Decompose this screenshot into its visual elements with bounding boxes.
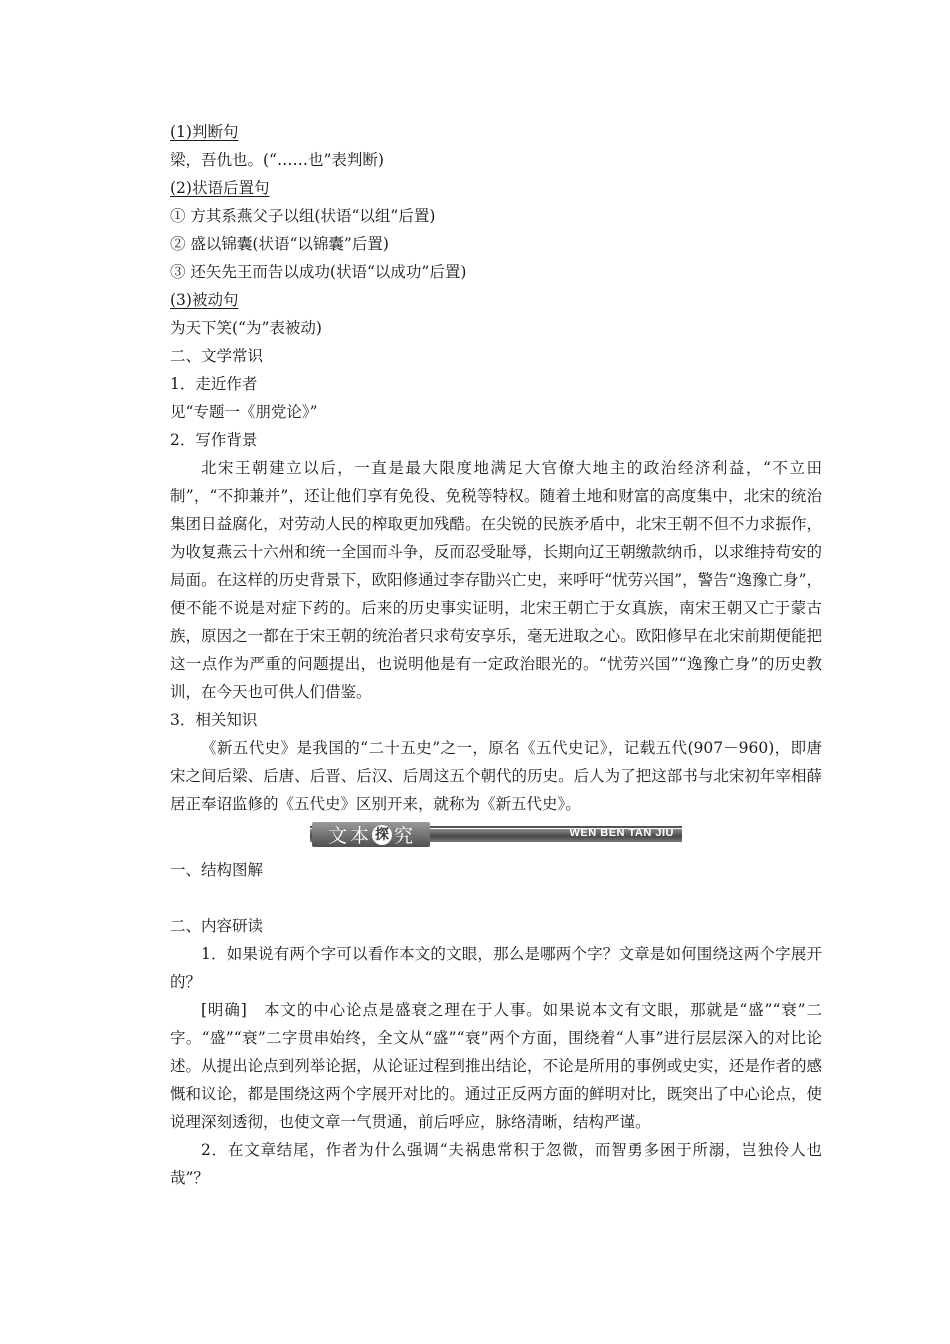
question-1: 1．如果说有两个字可以看作本文的文眼，那么是哪两个字？文章是如何围绕这两个字展开的？: [170, 945, 822, 991]
banner-title-box: [312, 822, 430, 847]
structure-diagram-space: [170, 884, 822, 912]
background-paragraph: 北宋王朝建立以后，一直是最大限度地满足大官僚大地主的政治经济利益，“不立田制”，“不抑兼并”，还让他们享有免役、免税等特权。随着土地和财富的高度集中，北宋的统治集团日益腐化，对劳动人民的榨取更加残酷。在尖锐的民族矛盾中，北宋王朝不但不力求振作，为收复燕云十六州和统一全国而斗争，反而忍受耻辱，长期向辽王朝缴款纳币，以求维持苟安的局面。在这样的历史背景下，欧阳修通过李存勖兴亡史，来呼吁“忧劳兴国”，警告“逸豫亡身”，便不能不说是对症下药的。后来的历史事实证明，北宋王朝亡于女真族，南宋王朝又亡于蒙古族，原因之一都在于宋王朝的统治者只求苟安享乐，毫无进取之心。欧阳修早在北宋前期便能把这一点作为严重的问题提出，也说明他是有一定政治眼光的。“忧劳兴国”“逸豫亡身”的历史教训，在今天也可供人们借鉴。: [170, 459, 822, 701]
question-2: 2．在文章结尾，作者为什么强调“夫祸患常积于忽微，而智勇多困于所溺，岂独伶人也哉”？: [170, 1141, 822, 1187]
grammar-example: ③ 还矢先王而告以成功(状语“以成功”后置): [170, 263, 467, 281]
grammar-heading-judgment: (1)判断句: [170, 123, 239, 141]
answer-1: [明确] 本文的中心论点是盛衰之理在于人事。如果说本文有文眼，那就是“盛”“衰”二字。“盛”“衰”二字贯串始终，全文从“盛”“衰”两个方面，围绕着“人事”进行层层深入的对比论述。从提出论点到列举论据，从论证过程到推出结论，不论是所用的事例或史实，还是作者的感慨和议论，都是围绕这两个字展开对比的。通过正反两方面的鲜明对比，既突出了中心论点，使说理深刻透彻，也使文章一气贯通，前后呼应，脉络清晰，结构严谨。: [170, 1001, 822, 1131]
document-page: [170, 118, 822, 1192]
banner-char: 文: [327, 825, 348, 847]
grammar-heading-passive: (3)被动句: [170, 291, 239, 309]
subheading-background: 2．写作背景: [170, 431, 258, 449]
section-heading-structure: 一、结构图解: [170, 861, 264, 879]
banner-char: 本: [349, 825, 370, 847]
grammar-example: 梁，吾仇也。(“……也”表判断): [170, 151, 384, 169]
section-banner: [310, 822, 682, 848]
grammar-heading-adverbial: (2)状语后置句: [170, 179, 270, 197]
author-reference: 见“专题一《朋党论》”: [170, 403, 318, 421]
banner-pinyin: WEN BEN TAN JIU: [569, 827, 674, 839]
grammar-example: ① 方其系燕父子以组(状语“以组”后置): [170, 207, 436, 225]
section-heading-content: 二、内容研读: [170, 917, 264, 935]
grammar-example: ② 盛以锦囊(状语“以锦囊”后置): [170, 235, 389, 253]
subheading-author: 1．走近作者: [170, 375, 258, 393]
grammar-example: 为天下笑(“为”表被动): [170, 319, 322, 337]
knowledge-paragraph: 《新五代史》是我国的“二十五史”之一，原名《五代史记》，记载五代(907－960)，即唐宋之间后梁、后唐、后晋、后汉、后周这五个朝代的历史。后人为了把这部书与北宋初年宰相薛居正奉诏监修的《五代史》区别开来，就称为《新五代史》。: [170, 739, 822, 813]
banner-circle-char: 探: [372, 825, 392, 845]
subheading-knowledge: 3．相关知识: [170, 711, 258, 729]
banner-char: 究: [394, 825, 415, 847]
section-heading-literature: 二、文学常识: [170, 347, 264, 365]
